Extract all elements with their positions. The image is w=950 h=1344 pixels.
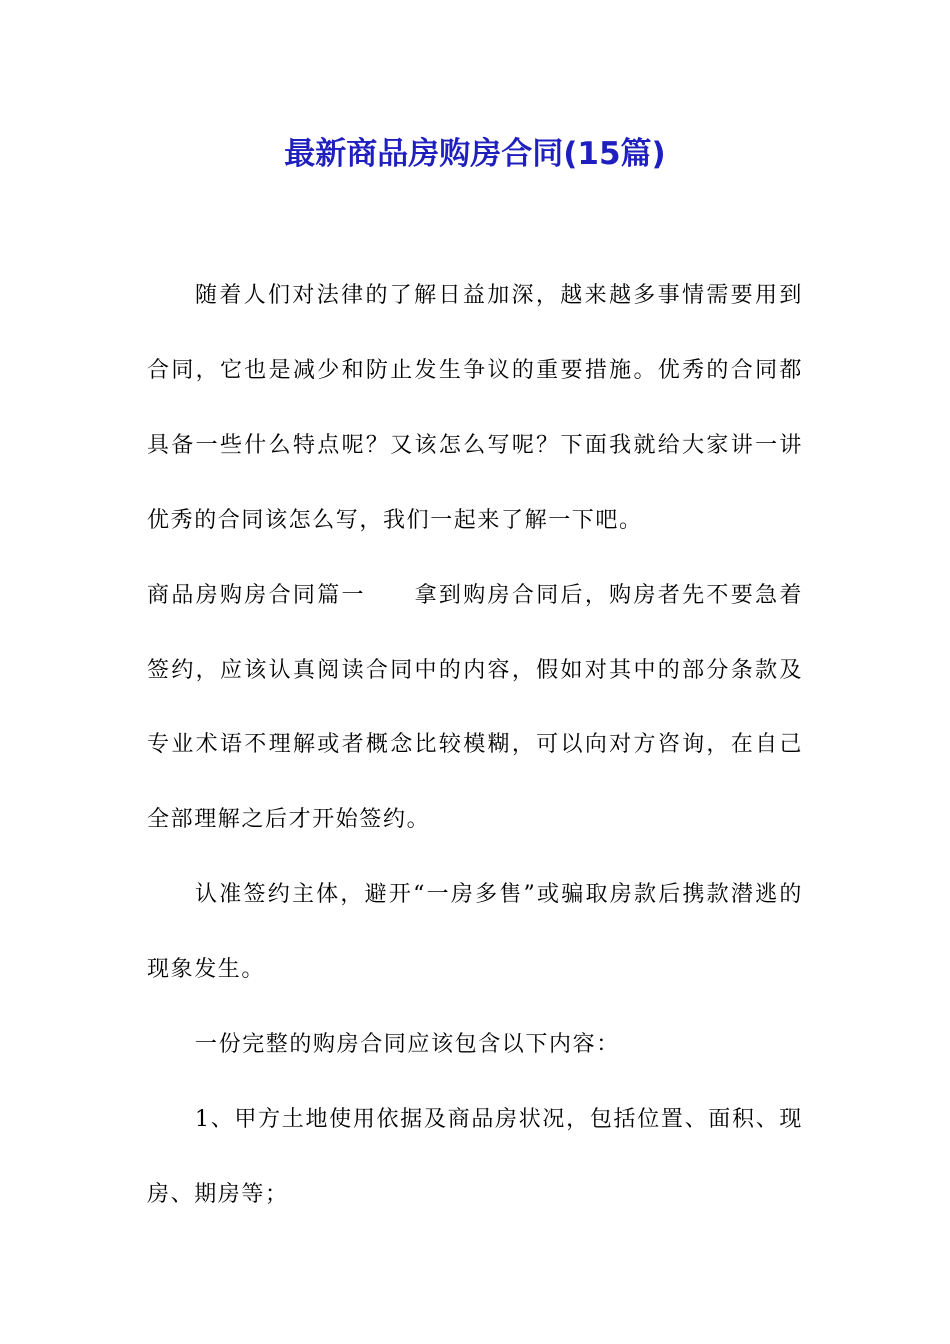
contents-intro-paragraph: 一份完整的购房合同应该包含以下内容： xyxy=(195,1032,620,1058)
section-heading: 商品房购房合同篇一 xyxy=(147,582,366,608)
list-item-1: 1、甲方土地使用依据及商品房状况，包括位置、面积、现房、期房等； xyxy=(147,1106,803,1207)
section-paragraph xyxy=(147,559,803,859)
section-paragraph-text: 拿到购房合同后，购房者先不要急着签约，应该认真阅读合同中的内容，假如对其中的部分条款及专业术语不理解或者概念比较模糊，可以向对方咨询，在自己全部理解之后才开始签约。 xyxy=(147,582,803,833)
page-title: 最新商品房购房合同(15篇) xyxy=(284,136,666,172)
document-body xyxy=(147,259,803,1233)
intro-paragraph: 随着人们对法律的了解日益加深，越来越多事情需要用到合同，它也是减少和防止发生争议的重要措施。优秀的合同都具备一些什么特点呢？又该怎么写呢？下面我就给大家讲一讲优秀的合同该怎么写，我们一起来了解一下吧。 xyxy=(147,283,803,533)
signing-subject-paragraph: 认准签约主体，避开“一房多售”或骗取房款后携款潜逃的现象发生。 xyxy=(147,882,803,983)
